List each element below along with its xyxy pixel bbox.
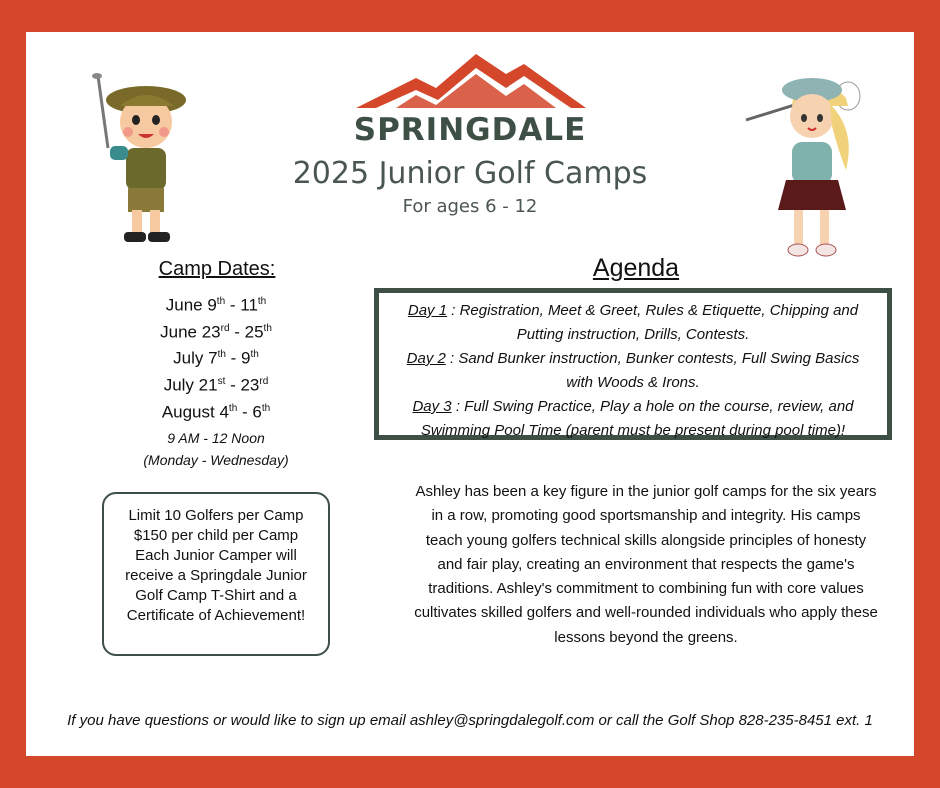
page-subtitle: For ages 6 - 12 (402, 196, 538, 217)
camp-dates-heading: Camp Dates: (158, 258, 276, 280)
agenda-day-3: Day 3 : Full Swing Practice, Play a hole on the course, review, and Swimming Pool Time (parent must be present during pool time)! (412, 398, 854, 439)
boy-golfer-icon (88, 70, 198, 250)
info-line: Limit 10 Golfers per Camp (128, 507, 304, 524)
contact-footer: If you have questions or would like to sign up email ashley@springdalegolf.com or call the Golf Shop 828-235-8451 ext. 1 (67, 712, 873, 729)
date-line: June 9th - 11th (165, 295, 267, 315)
date-line: July 21st - 23rd (163, 375, 269, 395)
info-line: Each Junior Camper will receive a Springdale Junior Golf Camp T-Shirt and a Certificate of Achievement! (125, 547, 307, 624)
agenda-box (374, 288, 892, 440)
date-line: July 7th - 9th (173, 348, 259, 368)
camp-info-box (102, 492, 330, 656)
flyer-page (26, 32, 914, 756)
camp-time: 9 AM - 12 Noon (167, 430, 265, 447)
page-title: 2025 Junior Golf Camps (292, 156, 648, 191)
date-line: June 23rd - 25th (160, 322, 272, 342)
camp-dates-list (126, 290, 306, 471)
mountain-logo-icon (356, 50, 586, 110)
logo-wordmark: SPRINGDALE (353, 112, 587, 148)
instructor-bio: Ashley has been a key figure in the junior golf camps for the six years in a row, promoting good sportsmanship and integrity. His camps teach young golfers technical skills alongside principles of honesty and fair play, creating an environment that respects the game's traditions. Ashley's commitment to combining fun with core values cultivates skilled golfers and well-rounded individuals who apply these lessons beyond the greens. (414, 483, 878, 646)
agenda-heading: Agenda (592, 254, 680, 282)
info-line: $150 per child per Camp (133, 527, 299, 544)
date-line: August 4th - 6th (161, 402, 271, 422)
camp-days: (Monday - Wednesday) (143, 452, 289, 469)
agenda-day-2: Day 2 : Sand Bunker instruction, Bunker contests, Full Swing Basics with Woods & Irons. (406, 350, 860, 391)
agenda-day-1: Day 1 : Registration, Meet & Greet, Rules & Etiquette, Chipping and Putting instruction, Drills, Contests. (407, 302, 859, 343)
girl-golfer-icon (736, 70, 876, 270)
